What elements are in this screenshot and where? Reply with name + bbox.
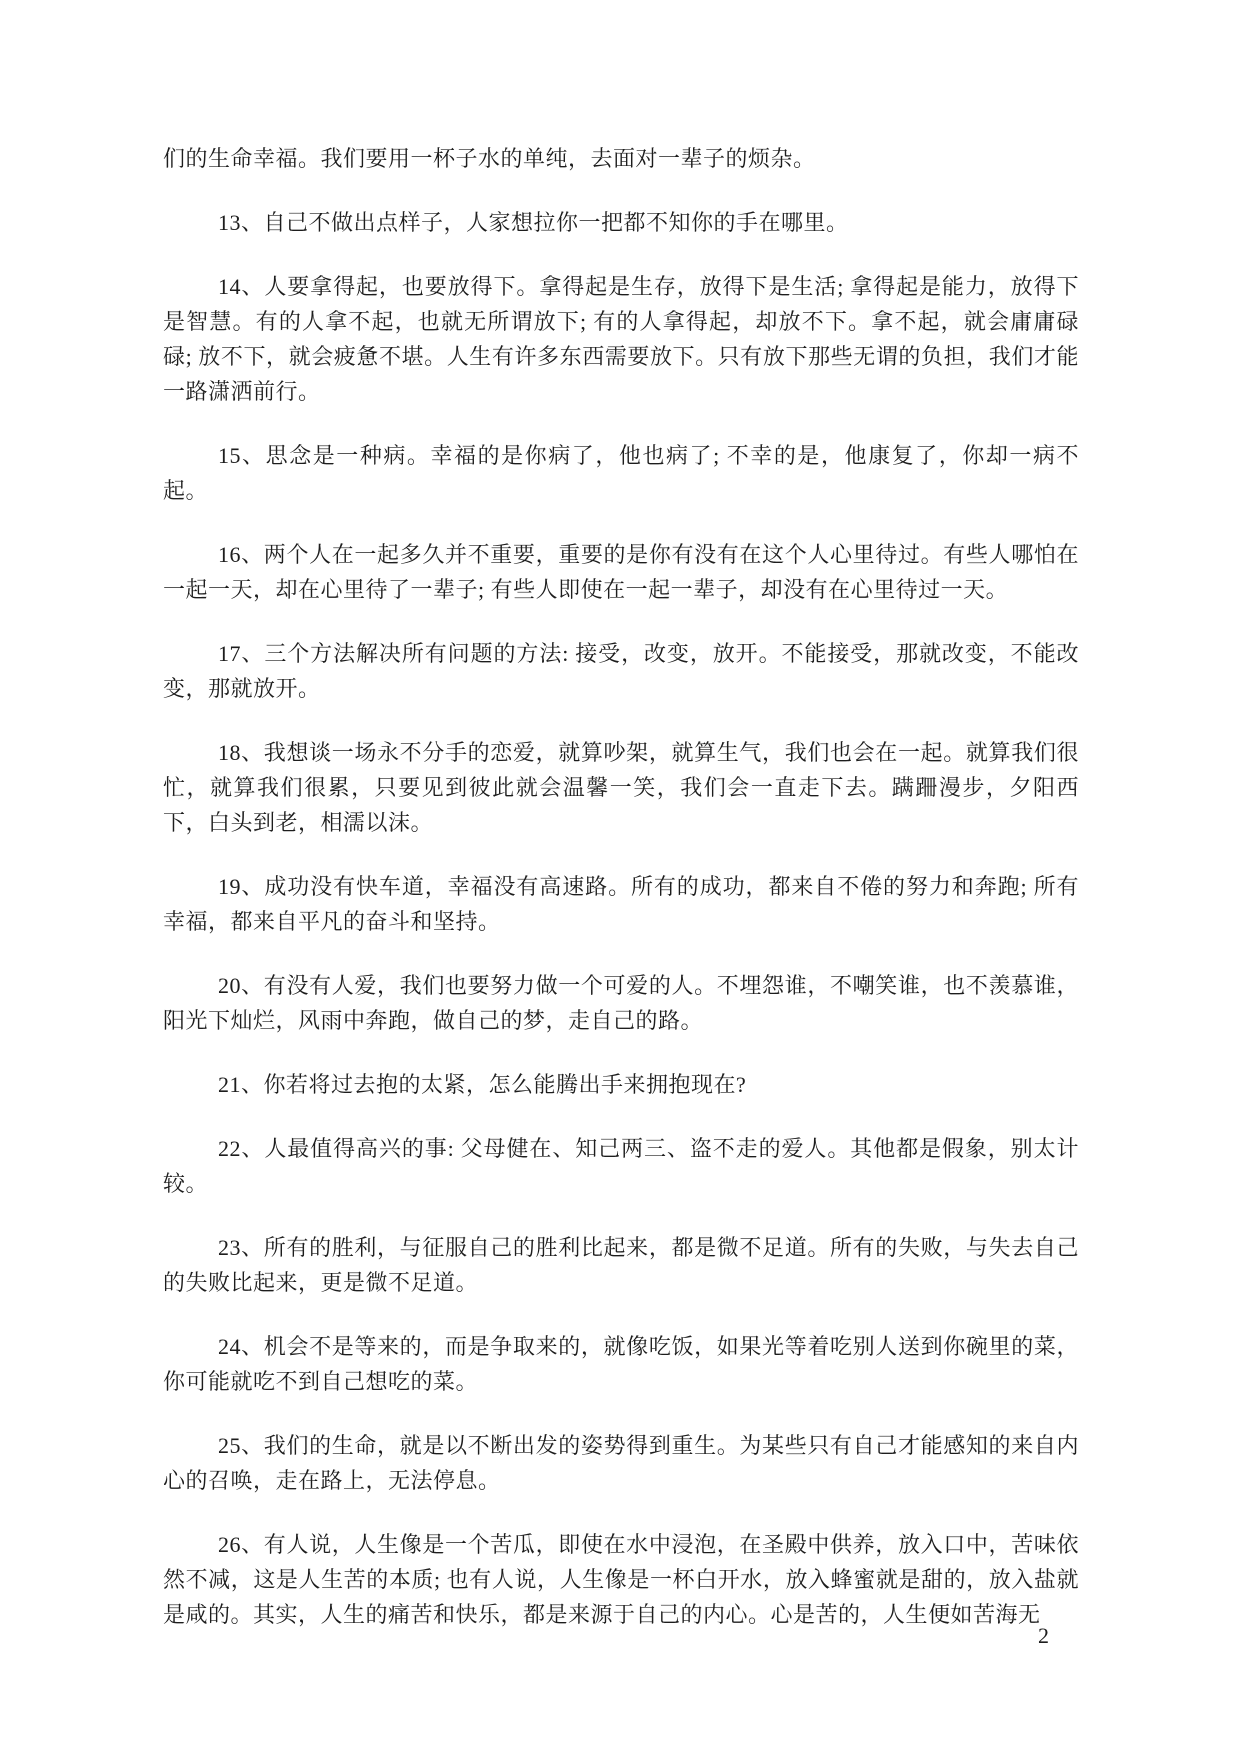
quote-item-20: 20、有没有人爱，我们也要努力做一个可爱的人。不埋怨谁，不嘲笑谁，也不羡慕谁，阳光下灿烂，风雨中奔跑，做自己的梦，走自己的路。 xyxy=(163,973,1079,1033)
quote-item-19: 19、成功没有快车道，幸福没有高速路。所有的成功，都来自不倦的努力和奔跑; 所有幸福，都来自平凡的奋斗和坚持。 xyxy=(163,874,1079,934)
quote-item-26: 26、有人说，人生像是一个苦瓜，即使在水中浸泡，在圣殿中供养，放入口中，苦味依然不减，这是人生苦的本质; 也有人说，人生像是一杯白开水，放入蜂蜜就是甜的，放入盐就是咸的。其实，人生的痛苦和快乐，都是来源于自己的内心。心是苦的，人生便如苦海无 xyxy=(163,1532,1079,1627)
quote-item-16: 16、两个人在一起多久并不重要，重要的是你有没有在这个人心里待过。有些人哪怕在一起一天，却在心里待了一辈子; 有些人即使在一起一辈子，却没有在心里待过一天。 xyxy=(163,542,1079,602)
document-body-text xyxy=(163,141,1079,1661)
quote-item-14: 14、人要拿得起，也要放得下。拿得起是生存，放得下是生活; 拿得起是能力，放得下是智慧。有的人拿不起，也就无所谓放下; 有的人拿得起，却放不下。拿不起，就会庸庸碌碌; 放不下，就会疲惫不堪。人生有许多东西需要放下。只有放下那些无谓的负担，我们才能一路潇洒前行。 xyxy=(163,274,1079,404)
quote-item-24: 24、机会不是等来的，而是争取来的，就像吃饭，如果光等着吃别人送到你碗里的菜，你可能就吃不到自己想吃的菜。 xyxy=(163,1334,1079,1394)
quote-item-15: 15、思念是一种病。幸福的是你病了，他也病了; 不幸的是，他康复了，你却一病不起。 xyxy=(163,443,1079,503)
page-number: 2 xyxy=(1038,1623,1049,1648)
quote-item-22: 22、人最值得高兴的事: 父母健在、知己两三、盗不走的爱人。其他都是假象，别太计较。 xyxy=(163,1136,1079,1196)
quote-item-21: 21、你若将过去抱的太紧，怎么能腾出手来拥抱现在? xyxy=(218,1072,747,1097)
continued-paragraph: 们的生命幸福。我们要用一杯子水的单纯，去面对一辈子的烦杂。 xyxy=(163,146,816,171)
quote-item-13: 13、自己不做出点样子，人家想拉你一把都不知你的手在哪里。 xyxy=(218,210,849,235)
quote-item-18: 18、我想谈一场永不分手的恋爱，就算吵架，就算生气，我们也会在一起。就算我们很忙，就算我们很累，只要见到彼此就会温馨一笑，我们会一直走下去。蹒跚漫步，夕阳西下，白头到老，相濡以沫。 xyxy=(163,740,1079,835)
quote-item-25: 25、我们的生命，就是以不断出发的姿势得到重生。为某些只有自己才能感知的来自内心的召唤，走在路上，无法停息。 xyxy=(163,1433,1079,1493)
quote-item-17: 17、三个方法解决所有问题的方法: 接受，改变，放开。不能接受，那就改变，不能改变，那就放开。 xyxy=(163,641,1079,701)
quote-item-23: 23、所有的胜利，与征服自己的胜利比起来，都是微不足道。所有的失败，与失去自己的失败比起来，更是微不足道。 xyxy=(163,1235,1079,1295)
